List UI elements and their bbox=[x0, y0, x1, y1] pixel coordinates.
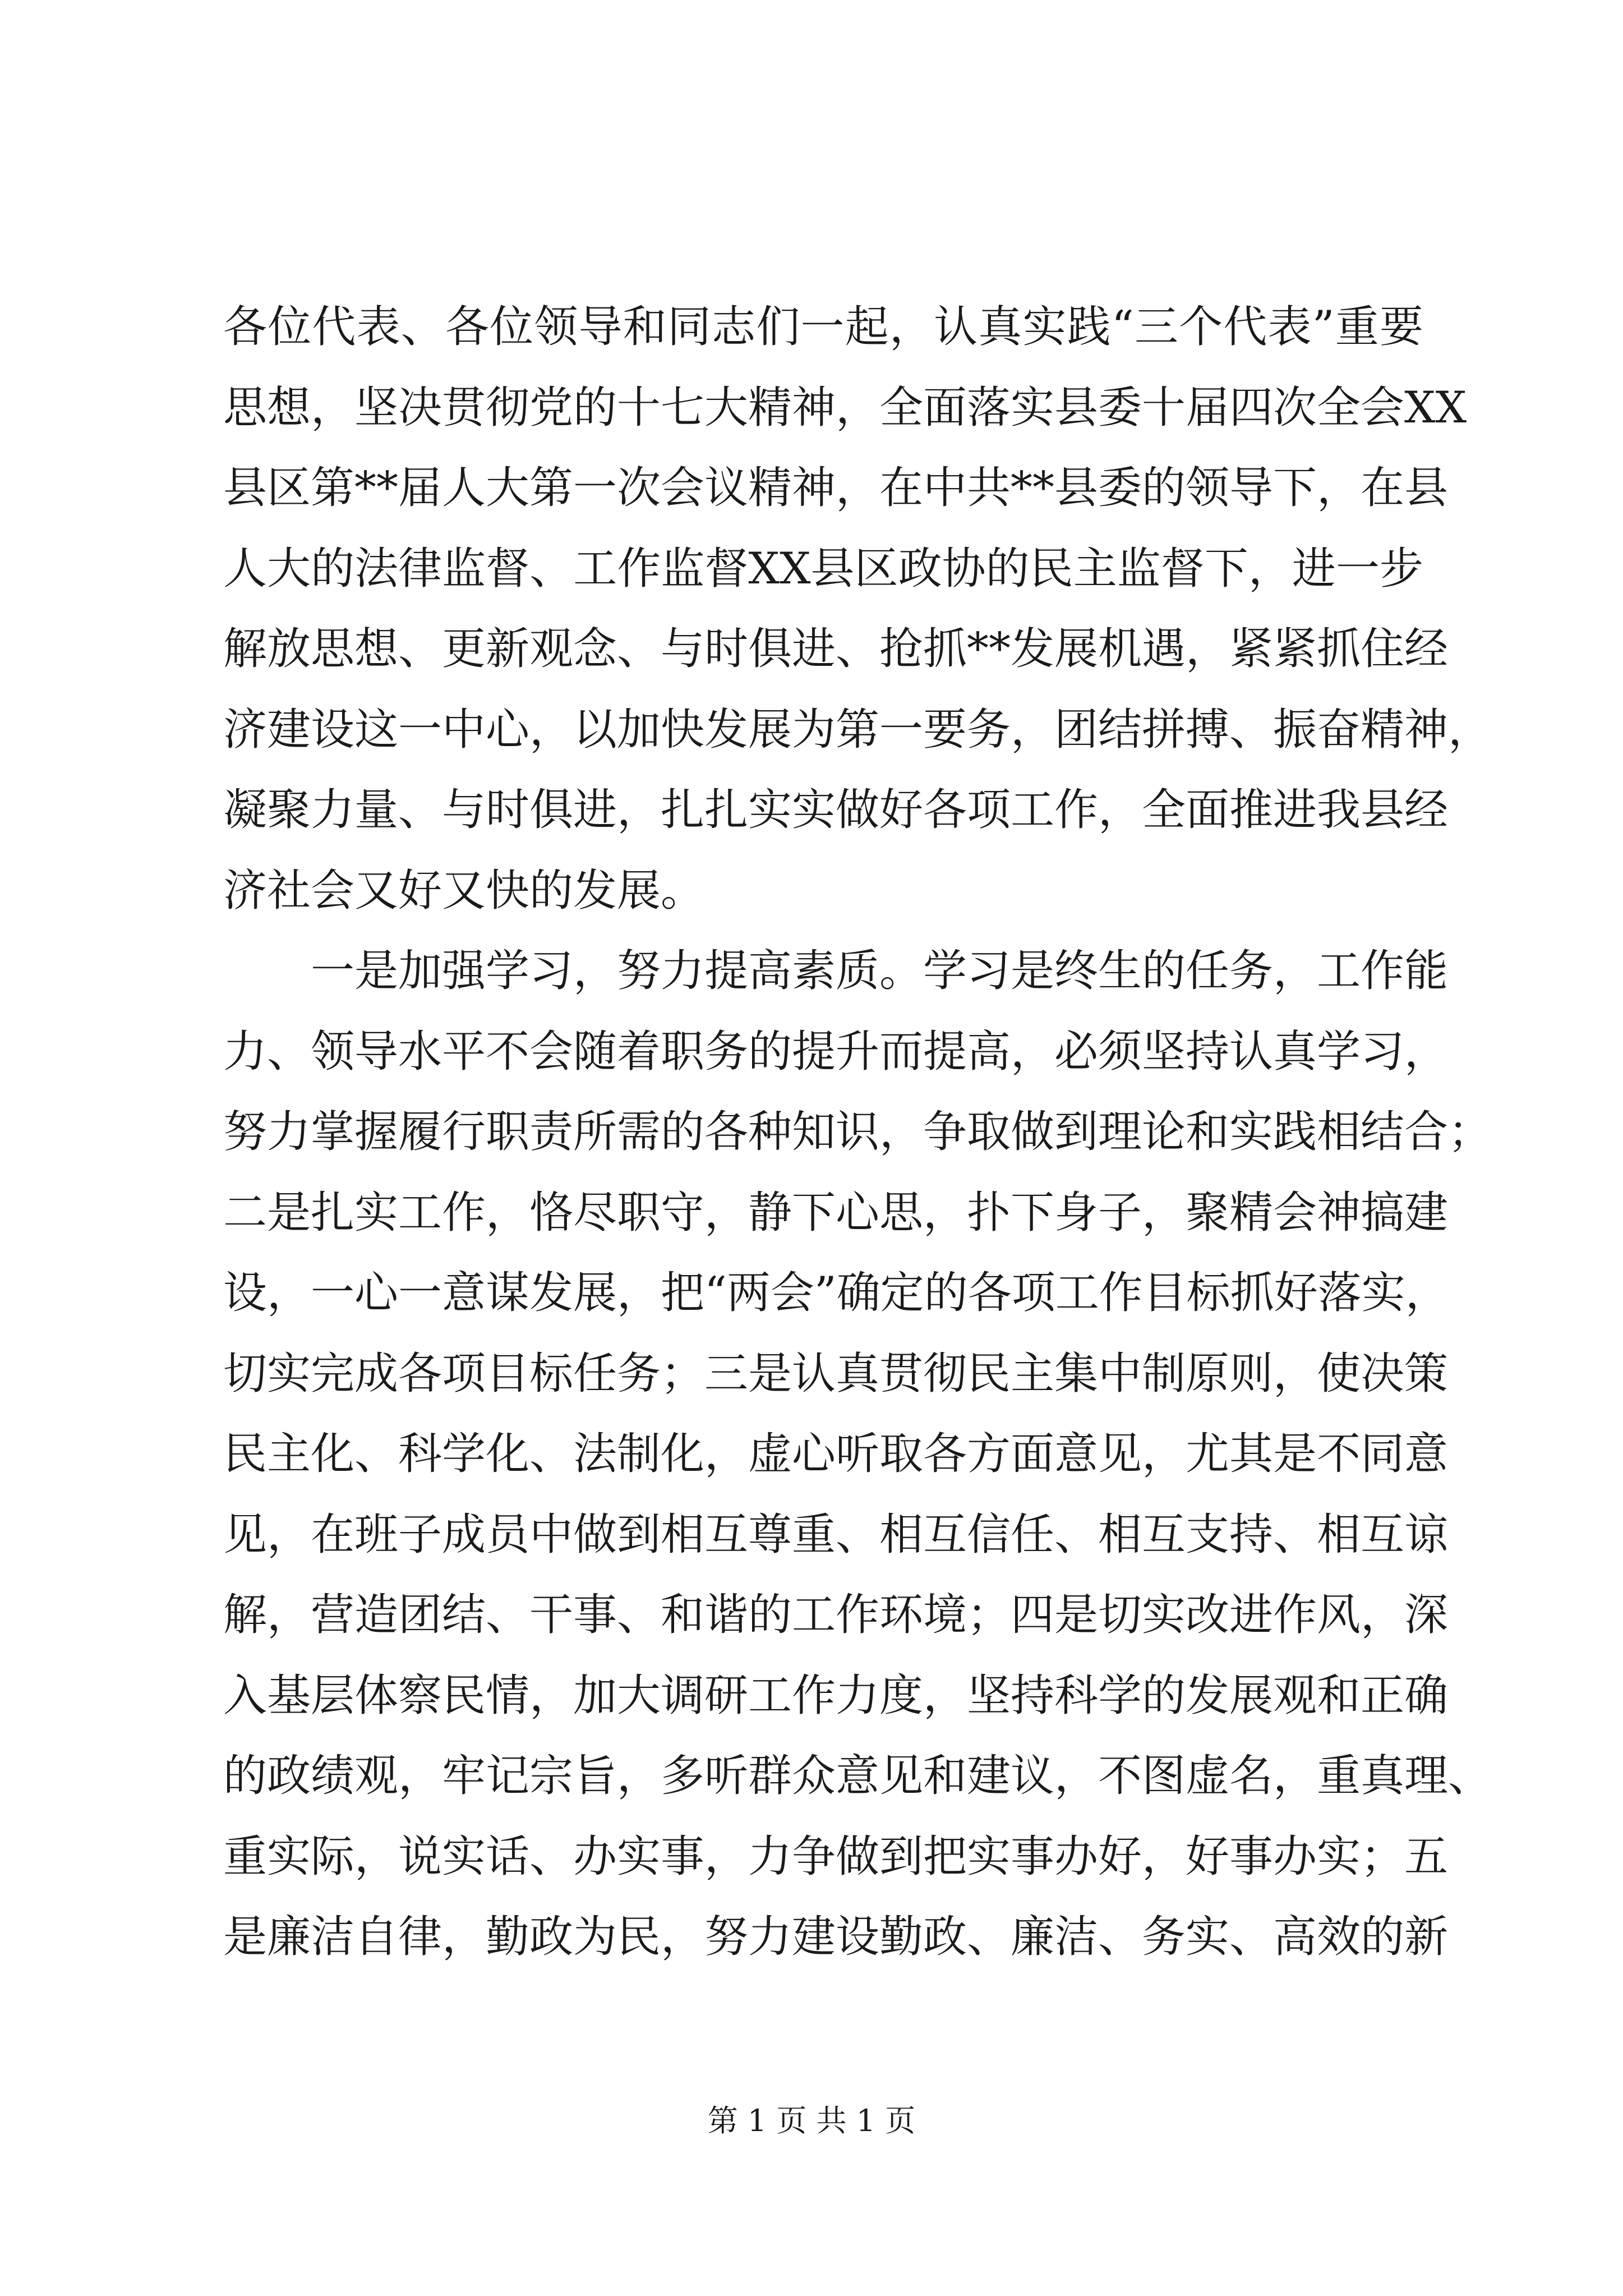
document-body bbox=[223, 287, 1492, 1978]
page-number-label: 第 1 页 共 1 页 bbox=[707, 2103, 916, 2138]
paragraph-1-line-2: 思想，坚决贯彻党的十七大精神，全面落实县委十届四次全会XX bbox=[223, 382, 1467, 433]
paragraph-2-line-1: 一是加强学习，努力提高素质。学习是终生的任务，工作能 bbox=[311, 946, 1449, 996]
paragraph-2-line-9: 解，营造团结、干事、和谐的工作环境；四是切实改进作风，深 bbox=[223, 1590, 1449, 1640]
paragraph-1-line-7: 凝聚力量、与时俱进，扎扎实实做好各项工作，全面推进我县经 bbox=[223, 785, 1449, 835]
paragraph-1-line-6: 济建设这一中心，以加快发展为第一要务，团结拼搏、振奋精神， bbox=[223, 704, 1492, 755]
page-footer bbox=[0, 2097, 1623, 2140]
paragraph-2-line-8: 见，在班子成员中做到相互尊重、相互信任、相互支持、相互谅 bbox=[223, 1509, 1449, 1560]
paragraph-1-line-3: 县区第**届人大第一次会议精神，在中共**县委的领导下，在县 bbox=[223, 463, 1449, 513]
paragraph-1-line-8: 济社会又好又快的发展。 bbox=[223, 865, 705, 916]
paragraph-2-line-4: 二是扎实工作，恪尽职守，静下心思，扑下身子，聚精会神搞建 bbox=[223, 1187, 1449, 1238]
paragraph-2-line-7: 民主化、科学化、法制化，虚心听取各方面意见，尤其是不同意 bbox=[223, 1429, 1449, 1479]
paragraph-2-line-2: 力、领导水平不会随着职务的提升而提高，必须坚持认真学习， bbox=[223, 1026, 1449, 1077]
paragraph-2-line-12: 重实际，说实话、办实事，力争做到把实事办好，好事办实；五 bbox=[223, 1831, 1449, 1882]
paragraph-2-line-5: 设，一心一意谋发展，把“两会”确定的各项工作目标抓好落实， bbox=[223, 1268, 1449, 1318]
paragraph-1-line-1: 各位代表、各位领导和同志们一起，认真实践“三个代表”重要 bbox=[223, 302, 1423, 352]
paragraph-2-line-3: 努力掌握履行职责所需的各种知识，争取做到理论和实践相结合； bbox=[223, 1107, 1492, 1157]
paragraph-2-line-13: 是廉洁自律，勤政为民，努力建设勤政、廉洁、务实、高效的新 bbox=[223, 1912, 1449, 1962]
paragraph-2-line-11: 的政绩观，牢记宗旨，多听群众意见和建议，不图虚名，重真理、 bbox=[223, 1751, 1492, 1801]
paragraph-2-line-6: 切实完成各项目标任务；三是认真贯彻民主集中制原则，使决策 bbox=[223, 1348, 1449, 1399]
paragraph-1-line-4: 人大的法律监督、工作监督XX县区政协的民主监督下，进一步 bbox=[223, 543, 1423, 594]
paragraph-1-line-5: 解放思想、更新观念、与时俱进、抢抓**发展机遇，紧紧抓住经 bbox=[223, 624, 1449, 674]
paragraph-2-line-10: 入基层体察民情，加大调研工作力度，坚持科学的发展观和正确 bbox=[223, 1670, 1449, 1721]
